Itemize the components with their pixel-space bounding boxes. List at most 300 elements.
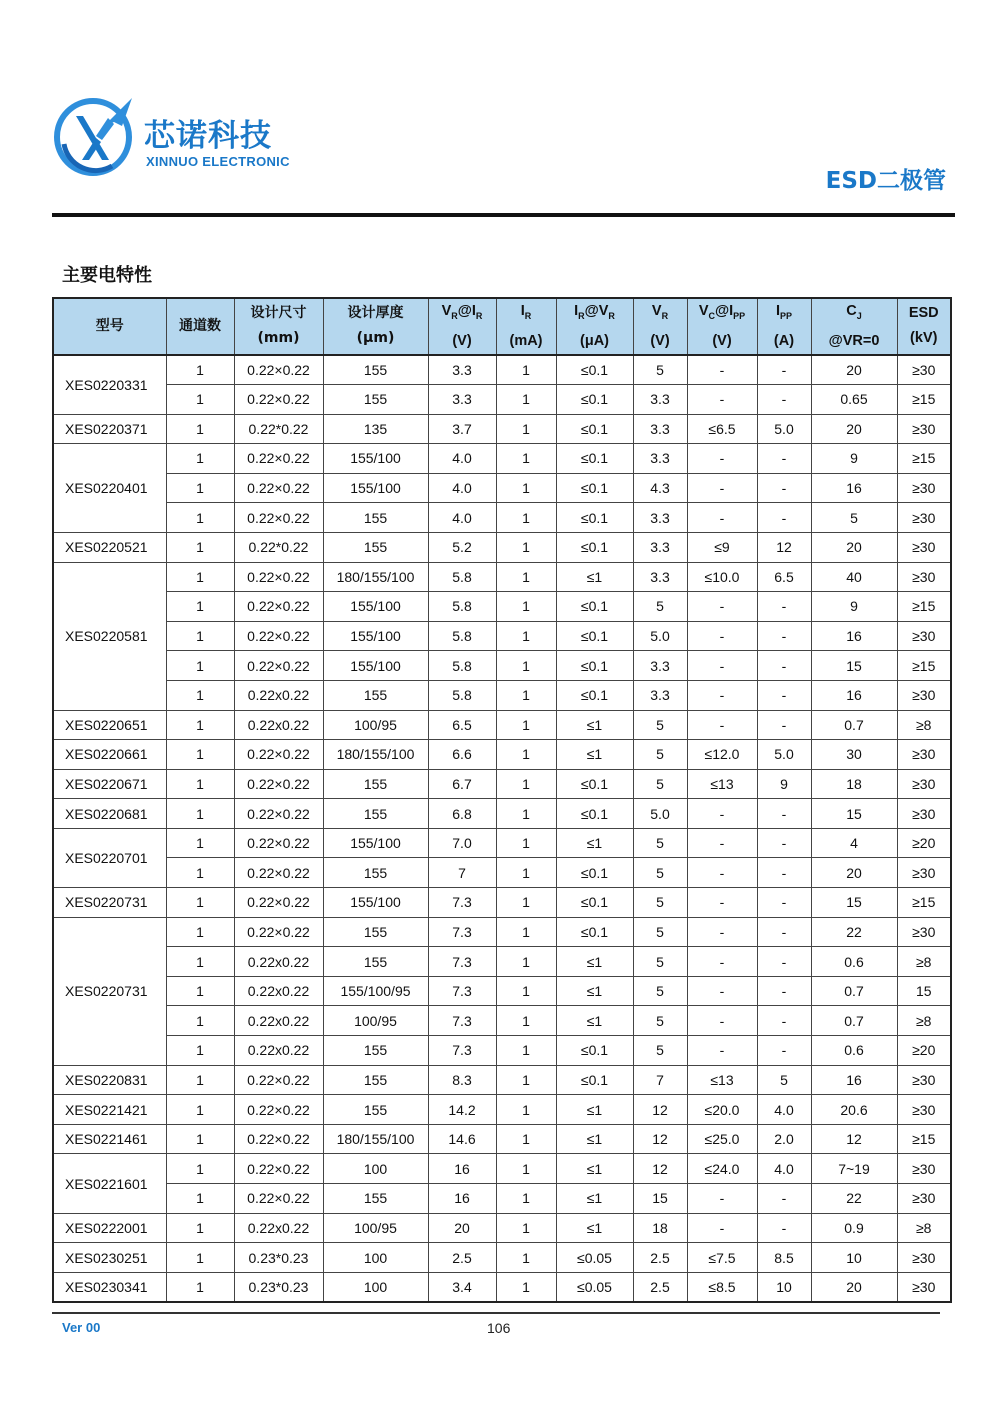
cell-vr-at-ir: 7.3 xyxy=(428,888,496,918)
cell-vr: 5 xyxy=(633,1006,687,1036)
cell-vr: 5.0 xyxy=(633,621,687,651)
cell-thickness: 180/155/100 xyxy=(323,562,428,592)
cell-ir-at-vr: ≤0.1 xyxy=(556,592,633,622)
cell-channels: 1 xyxy=(166,769,234,799)
cell-ir-at-vr: ≤0.1 xyxy=(556,680,633,710)
cell-ir-at-vr: ≤0.1 xyxy=(556,384,633,414)
cell-vr-at-ir: 4.0 xyxy=(428,503,496,533)
cell-vc-at-ipp: - xyxy=(687,384,757,414)
cell-channels: 1 xyxy=(166,710,234,740)
cell-vc-at-ipp: - xyxy=(687,858,757,888)
cell-vc-at-ipp: - xyxy=(687,828,757,858)
cell-ir: 1 xyxy=(496,858,556,888)
cell-die-size: 0.22x0.22 xyxy=(234,976,323,1006)
cell-thickness: 100/95 xyxy=(323,1213,428,1243)
cell-vr: 5.0 xyxy=(633,799,687,829)
cell-vr: 5 xyxy=(633,976,687,1006)
cell-vr-at-ir: 5.8 xyxy=(428,680,496,710)
brand-name-cn: 芯诺科技 xyxy=(144,118,272,154)
cell-channels: 1 xyxy=(166,947,234,977)
cell-vr: 3.3 xyxy=(633,562,687,592)
cell-vc-at-ipp: - xyxy=(687,651,757,681)
table-row xyxy=(53,532,951,562)
cell-esd: ≥30 xyxy=(897,1154,951,1184)
cell-esd: ≥30 xyxy=(897,414,951,444)
cell-esd: ≥30 xyxy=(897,1095,951,1125)
cell-vr: 5 xyxy=(633,828,687,858)
cell-die-size: 0.22x0.22 xyxy=(234,947,323,977)
header-model: 型号 xyxy=(53,298,166,355)
cell-vc-at-ipp: - xyxy=(687,799,757,829)
cell-ir: 1 xyxy=(496,1184,556,1214)
cell-vc-at-ipp: - xyxy=(687,444,757,474)
cell-ir-at-vr: ≤0.1 xyxy=(556,799,633,829)
cell-ir: 1 xyxy=(496,1006,556,1036)
table-row xyxy=(53,1036,951,1066)
cell-ir-at-vr: ≤0.1 xyxy=(556,917,633,947)
cell-ir: 1 xyxy=(496,680,556,710)
cell-channels: 1 xyxy=(166,740,234,770)
cell-ir-at-vr: ≤1 xyxy=(556,1184,633,1214)
cell-thickness: 155 xyxy=(323,947,428,977)
table-row xyxy=(53,1272,951,1302)
cell-cj: 20 xyxy=(811,858,897,888)
cell-ir: 1 xyxy=(496,621,556,651)
cell-vr-at-ir: 20 xyxy=(428,1213,496,1243)
cell-ir-at-vr: ≤0.1 xyxy=(556,473,633,503)
cell-vr: 5 xyxy=(633,769,687,799)
cell-cj: 15 xyxy=(811,888,897,918)
cell-vr-at-ir: 16 xyxy=(428,1154,496,1184)
cell-vr: 15 xyxy=(633,1184,687,1214)
cell-vc-at-ipp: - xyxy=(687,473,757,503)
cell-vr: 4.3 xyxy=(633,473,687,503)
cell-vr: 3.3 xyxy=(633,503,687,533)
version-label: Ver 00 xyxy=(62,1320,101,1335)
cell-vr-at-ir: 7.0 xyxy=(428,828,496,858)
cell-ipp: - xyxy=(757,976,811,1006)
cell-ir: 1 xyxy=(496,888,556,918)
cell-ir: 1 xyxy=(496,828,556,858)
cell-thickness: 155 xyxy=(323,917,428,947)
section-title: 主要电特性 xyxy=(62,265,152,286)
cell-model: XES0220581 xyxy=(53,562,166,710)
cell-ir-at-vr: ≤0.1 xyxy=(556,1065,633,1095)
cell-vr: 2.5 xyxy=(633,1243,687,1273)
cell-die-size: 0.22×0.22 xyxy=(234,828,323,858)
cell-ipp: 9 xyxy=(757,769,811,799)
cell-ir-at-vr: ≤1 xyxy=(556,1124,633,1154)
cell-vr-at-ir: 5.8 xyxy=(428,592,496,622)
cell-ir: 1 xyxy=(496,414,556,444)
cell-vr: 3.3 xyxy=(633,384,687,414)
cell-esd: ≥30 xyxy=(897,799,951,829)
cell-vc-at-ipp: - xyxy=(687,888,757,918)
table-row xyxy=(53,917,951,947)
cell-thickness: 155/100 xyxy=(323,621,428,651)
cell-vr: 2.5 xyxy=(633,1272,687,1302)
cell-ipp: 5 xyxy=(757,1065,811,1095)
cell-die-size: 0.22x0.22 xyxy=(234,1036,323,1066)
cell-ir-at-vr: ≤0.05 xyxy=(556,1272,633,1302)
cell-thickness: 155 xyxy=(323,532,428,562)
table-row xyxy=(53,503,951,533)
header-vc-at-ipp: $V_C@I_{PP}$ (V) xyxy=(687,298,757,355)
table-row xyxy=(53,1154,951,1184)
table-body xyxy=(53,355,951,1302)
cell-model: XES0220701 xyxy=(53,828,166,887)
cell-ir-at-vr: ≤0.1 xyxy=(556,621,633,651)
cell-channels: 1 xyxy=(166,1095,234,1125)
cell-ir: 1 xyxy=(496,917,556,947)
cell-ir: 1 xyxy=(496,1036,556,1066)
table-row xyxy=(53,384,951,414)
cell-die-size: 0.22×0.22 xyxy=(234,769,323,799)
cell-esd: ≥8 xyxy=(897,1006,951,1036)
cell-ir-at-vr: ≤1 xyxy=(556,740,633,770)
cell-die-size: 0.23*0.23 xyxy=(234,1243,323,1273)
cell-ipp: 4.0 xyxy=(757,1095,811,1125)
cell-vr-at-ir: 5.2 xyxy=(428,532,496,562)
cell-vr: 12 xyxy=(633,1095,687,1125)
cell-vc-at-ipp: ≤7.5 xyxy=(687,1243,757,1273)
cell-esd: ≥30 xyxy=(897,621,951,651)
cell-cj: 5 xyxy=(811,503,897,533)
cell-cj: 20 xyxy=(811,414,897,444)
cell-ir: 1 xyxy=(496,740,556,770)
cell-die-size: 0.22×0.22 xyxy=(234,740,323,770)
cell-vr: 3.3 xyxy=(633,444,687,474)
xinnuo-x-logo-icon xyxy=(52,96,134,178)
header-vr-at-ir: $V_R@I_R$ (V) xyxy=(428,298,496,355)
table-row xyxy=(53,888,951,918)
cell-thickness: 155 xyxy=(323,769,428,799)
cell-thickness: 155/100 xyxy=(323,592,428,622)
cell-thickness: 180/155/100 xyxy=(323,1124,428,1154)
cell-vc-at-ipp: - xyxy=(687,1036,757,1066)
header-vr: $V_R$ (V) xyxy=(633,298,687,355)
cell-die-size: 0.22x0.22 xyxy=(234,710,323,740)
table-row xyxy=(53,355,951,385)
footer-divider xyxy=(52,1312,940,1314)
cell-ipp: - xyxy=(757,710,811,740)
cell-channels: 1 xyxy=(166,917,234,947)
cell-esd: ≥30 xyxy=(897,355,951,385)
cell-vr: 5 xyxy=(633,710,687,740)
cell-channels: 1 xyxy=(166,503,234,533)
cell-vr: 18 xyxy=(633,1213,687,1243)
table-row xyxy=(53,592,951,622)
cell-vc-at-ipp: ≤12.0 xyxy=(687,740,757,770)
cell-model: XES0230251 xyxy=(53,1243,166,1273)
cell-channels: 1 xyxy=(166,621,234,651)
cell-vr-at-ir: 14.2 xyxy=(428,1095,496,1125)
cell-model: XES0220521 xyxy=(53,532,166,562)
table-row xyxy=(53,1124,951,1154)
cell-vc-at-ipp: - xyxy=(687,1213,757,1243)
cell-vc-at-ipp: - xyxy=(687,680,757,710)
cell-vr: 5 xyxy=(633,888,687,918)
cell-vr: 5 xyxy=(633,355,687,385)
cell-model: XES0220331 xyxy=(53,355,166,414)
cell-vr: 5 xyxy=(633,740,687,770)
table-row xyxy=(53,473,951,503)
cell-model: XES0220831 xyxy=(53,1065,166,1095)
cell-cj: 0.7 xyxy=(811,1006,897,1036)
cell-thickness: 155 xyxy=(323,384,428,414)
cell-ir: 1 xyxy=(496,976,556,1006)
cell-cj: 16 xyxy=(811,680,897,710)
cell-model: XES0221421 xyxy=(53,1095,166,1125)
table-row xyxy=(53,740,951,770)
cell-thickness: 155/100 xyxy=(323,444,428,474)
cell-thickness: 155 xyxy=(323,1036,428,1066)
cell-channels: 1 xyxy=(166,1124,234,1154)
cell-vc-at-ipp: - xyxy=(687,503,757,533)
cell-vc-at-ipp: - xyxy=(687,1184,757,1214)
page-number: 106 xyxy=(487,1320,511,1336)
cell-ir-at-vr: ≤0.1 xyxy=(556,888,633,918)
cell-vr: 5 xyxy=(633,917,687,947)
cell-vc-at-ipp: ≤6.5 xyxy=(687,414,757,444)
cell-model: XES0220731 xyxy=(53,917,166,1065)
cell-model: XES0220371 xyxy=(53,414,166,444)
cell-model: XES0220651 xyxy=(53,710,166,740)
cell-ir-at-vr: ≤1 xyxy=(556,1213,633,1243)
cell-model: XES0220671 xyxy=(53,769,166,799)
cell-ipp: 5.0 xyxy=(757,414,811,444)
cell-ir-at-vr: ≤1 xyxy=(556,1095,633,1125)
cell-ir: 1 xyxy=(496,1154,556,1184)
cell-thickness: 155/100 xyxy=(323,888,428,918)
cell-channels: 1 xyxy=(166,1272,234,1302)
cell-channels: 1 xyxy=(166,444,234,474)
cell-die-size: 0.22*0.22 xyxy=(234,414,323,444)
cell-channels: 1 xyxy=(166,680,234,710)
cell-ir-at-vr: ≤1 xyxy=(556,947,633,977)
cell-ipp: - xyxy=(757,1036,811,1066)
cell-die-size: 0.22x0.22 xyxy=(234,1213,323,1243)
cell-channels: 1 xyxy=(166,888,234,918)
cell-cj: 16 xyxy=(811,1065,897,1095)
cell-channels: 1 xyxy=(166,562,234,592)
cell-thickness: 100 xyxy=(323,1272,428,1302)
cell-ipp: - xyxy=(757,621,811,651)
cell-channels: 1 xyxy=(166,1036,234,1066)
cell-ir: 1 xyxy=(496,1243,556,1273)
cell-ir-at-vr: ≤1 xyxy=(556,1006,633,1036)
cell-model: XES0222001 xyxy=(53,1213,166,1243)
cell-vr-at-ir: 6.5 xyxy=(428,710,496,740)
table-row xyxy=(53,414,951,444)
cell-die-size: 0.22×0.22 xyxy=(234,355,323,385)
cell-channels: 1 xyxy=(166,976,234,1006)
document-category: ESD二极管 xyxy=(825,168,946,194)
cell-vc-at-ipp: - xyxy=(687,1006,757,1036)
cell-cj: 22 xyxy=(811,917,897,947)
cell-ir-at-vr: ≤0.1 xyxy=(556,503,633,533)
cell-die-size: 0.22*0.22 xyxy=(234,532,323,562)
cell-vr: 5 xyxy=(633,858,687,888)
cell-cj: 40 xyxy=(811,562,897,592)
header-die-thickness: 设计厚度 (μm) xyxy=(323,298,428,355)
cell-vr-at-ir: 5.8 xyxy=(428,651,496,681)
header-esd: ESD (kV) xyxy=(897,298,951,355)
cell-cj: 9 xyxy=(811,592,897,622)
table-row xyxy=(53,621,951,651)
cell-ir: 1 xyxy=(496,1124,556,1154)
cell-cj: 4 xyxy=(811,828,897,858)
cell-cj: 15 xyxy=(811,799,897,829)
cell-ipp: - xyxy=(757,917,811,947)
cell-ipp: - xyxy=(757,1006,811,1036)
cell-ir-at-vr: ≤0.1 xyxy=(556,355,633,385)
header-die-size: 设计尺寸 (mm) xyxy=(234,298,323,355)
cell-ir-at-vr: ≤1 xyxy=(556,710,633,740)
cell-vr-at-ir: 4.0 xyxy=(428,473,496,503)
cell-model: XES0221461 xyxy=(53,1124,166,1154)
cell-ir: 1 xyxy=(496,1213,556,1243)
cell-esd: ≥8 xyxy=(897,1213,951,1243)
cell-channels: 1 xyxy=(166,1184,234,1214)
cell-cj: 0.7 xyxy=(811,710,897,740)
table-row xyxy=(53,680,951,710)
cell-vc-at-ipp: - xyxy=(687,917,757,947)
header-ir-at-vr: $I_R@V_R$ (μA) xyxy=(556,298,633,355)
cell-cj: 9 xyxy=(811,444,897,474)
table-row xyxy=(53,1213,951,1243)
cell-esd: ≥30 xyxy=(897,917,951,947)
cell-vc-at-ipp: - xyxy=(687,947,757,977)
cell-esd: ≥30 xyxy=(897,740,951,770)
cell-ir-at-vr: ≤0.1 xyxy=(556,444,633,474)
cell-model: XES0230341 xyxy=(53,1272,166,1302)
cell-die-size: 0.23*0.23 xyxy=(234,1272,323,1302)
cell-thickness: 155 xyxy=(323,1095,428,1125)
cell-cj: 20 xyxy=(811,532,897,562)
cell-ipp: - xyxy=(757,384,811,414)
cell-vc-at-ipp: - xyxy=(687,355,757,385)
cell-vr: 3.3 xyxy=(633,651,687,681)
cell-esd: ≥20 xyxy=(897,1036,951,1066)
table-row xyxy=(53,710,951,740)
cell-cj: 20 xyxy=(811,355,897,385)
cell-ir-at-vr: ≤0.1 xyxy=(556,651,633,681)
cell-cj: 22 xyxy=(811,1184,897,1214)
cell-vr-at-ir: 6.7 xyxy=(428,769,496,799)
cell-vc-at-ipp: ≤13 xyxy=(687,1065,757,1095)
cell-cj: 0.7 xyxy=(811,976,897,1006)
cell-ir: 1 xyxy=(496,503,556,533)
cell-ipp: - xyxy=(757,355,811,385)
header-cj: $C_J$ @VR=0 xyxy=(811,298,897,355)
cell-channels: 1 xyxy=(166,473,234,503)
cell-vc-at-ipp: ≤25.0 xyxy=(687,1124,757,1154)
cell-die-size: 0.22×0.22 xyxy=(234,1124,323,1154)
cell-cj: 15 xyxy=(811,651,897,681)
cell-cj: 0.6 xyxy=(811,947,897,977)
cell-channels: 1 xyxy=(166,384,234,414)
cell-vr-at-ir: 6.6 xyxy=(428,740,496,770)
cell-ir: 1 xyxy=(496,562,556,592)
cell-cj: 0.65 xyxy=(811,384,897,414)
cell-die-size: 0.22×0.22 xyxy=(234,384,323,414)
cell-ipp: 5.0 xyxy=(757,740,811,770)
table-row xyxy=(53,1243,951,1273)
cell-ipp: 8.5 xyxy=(757,1243,811,1273)
cell-ipp: - xyxy=(757,444,811,474)
cell-cj: 10 xyxy=(811,1243,897,1273)
cell-esd: ≥30 xyxy=(897,680,951,710)
spec-table-container xyxy=(52,297,950,1303)
cell-vc-at-ipp: - xyxy=(687,592,757,622)
cell-model: XES0220731 xyxy=(53,888,166,918)
cell-ir-at-vr: ≤0.1 xyxy=(556,414,633,444)
cell-ir: 1 xyxy=(496,799,556,829)
cell-die-size: 0.22×0.22 xyxy=(234,503,323,533)
table-row xyxy=(53,976,951,1006)
cell-ir: 1 xyxy=(496,947,556,977)
cell-thickness: 155 xyxy=(323,355,428,385)
cell-vr-at-ir: 14.6 xyxy=(428,1124,496,1154)
cell-thickness: 135 xyxy=(323,414,428,444)
cell-cj: 16 xyxy=(811,621,897,651)
cell-thickness: 180/155/100 xyxy=(323,740,428,770)
cell-ir: 1 xyxy=(496,473,556,503)
cell-thickness: 155 xyxy=(323,1065,428,1095)
cell-vr: 7 xyxy=(633,1065,687,1095)
table-row xyxy=(53,799,951,829)
cell-model: XES0220681 xyxy=(53,799,166,829)
cell-ir: 1 xyxy=(496,384,556,414)
cell-ipp: - xyxy=(757,1213,811,1243)
cell-esd: ≥15 xyxy=(897,651,951,681)
cell-ir-at-vr: ≤1 xyxy=(556,562,633,592)
cell-ir-at-vr: ≤0.1 xyxy=(556,769,633,799)
cell-vc-at-ipp: - xyxy=(687,621,757,651)
cell-vr-at-ir: 7.3 xyxy=(428,917,496,947)
cell-ir: 1 xyxy=(496,444,556,474)
cell-esd: ≥30 xyxy=(897,1065,951,1095)
table-row xyxy=(53,828,951,858)
cell-vr-at-ir: 7 xyxy=(428,858,496,888)
cell-esd: ≥30 xyxy=(897,503,951,533)
header-ipp: $I_{PP}$ (A) xyxy=(757,298,811,355)
cell-vr: 3.3 xyxy=(633,532,687,562)
cell-vr-at-ir: 16 xyxy=(428,1184,496,1214)
cell-thickness: 100 xyxy=(323,1243,428,1273)
cell-channels: 1 xyxy=(166,858,234,888)
cell-ipp: - xyxy=(757,680,811,710)
cell-esd: ≥30 xyxy=(897,769,951,799)
cell-esd: ≥15 xyxy=(897,888,951,918)
cell-vr-at-ir: 5.8 xyxy=(428,562,496,592)
cell-model: XES0221601 xyxy=(53,1154,166,1213)
cell-esd: ≥30 xyxy=(897,562,951,592)
cell-thickness: 155/100 xyxy=(323,651,428,681)
cell-ipp: - xyxy=(757,799,811,829)
cell-channels: 1 xyxy=(166,828,234,858)
cell-ir-at-vr: ≤0.1 xyxy=(556,858,633,888)
cell-die-size: 0.22×0.22 xyxy=(234,888,323,918)
table-row xyxy=(53,651,951,681)
cell-channels: 1 xyxy=(166,1006,234,1036)
cell-esd: ≥30 xyxy=(897,858,951,888)
cell-esd: ≥15 xyxy=(897,592,951,622)
cell-die-size: 0.22×0.22 xyxy=(234,444,323,474)
cell-vr: 5 xyxy=(633,1036,687,1066)
cell-die-size: 0.22×0.22 xyxy=(234,473,323,503)
